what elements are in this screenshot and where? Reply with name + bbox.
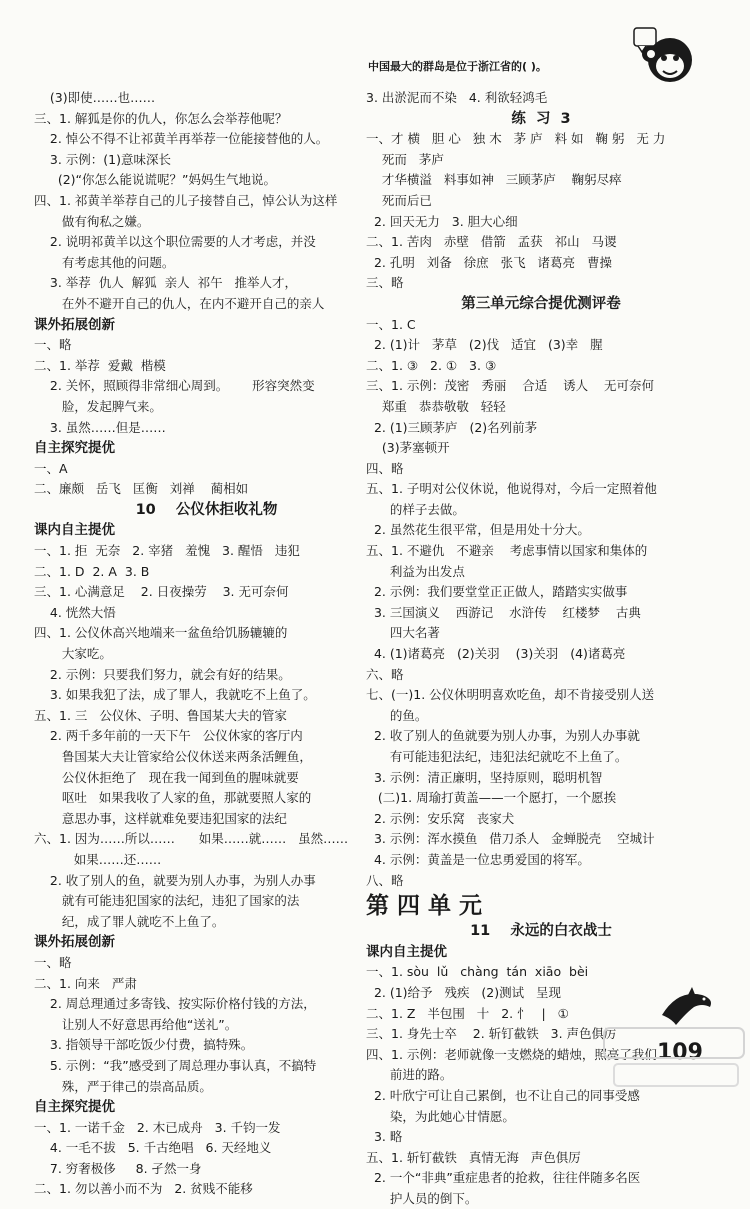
- answer-line: 让别人不好意思再给他“送礼”。: [34, 1016, 238, 1032]
- answer-line: 一、略: [34, 337, 72, 353]
- answer-line: 五、1. 不避仇 不避亲 考虑事情以国家和集体的: [366, 543, 648, 559]
- answer-line: 染，为此她心甘情愿。: [366, 1108, 515, 1124]
- answer-line: 3. 三国演义 西游记 水浒传 红楼梦 古典: [366, 604, 641, 620]
- answer-line: 三、1. 心满意足 2. 日夜操劳 3. 无可奈何: [34, 584, 289, 600]
- answer-line: 四大名著: [366, 625, 440, 641]
- answer-line: 2. 示例：只要我们努力，就会有好的结果。: [34, 666, 291, 682]
- section-heading: 课内自主提优: [366, 943, 447, 960]
- answer-line: 六、略: [366, 666, 404, 682]
- answer-line: 2. 叶欣宁可让自己累倒，也不让自己的同事受感: [366, 1087, 640, 1103]
- answer-line: (二)1. 周瑜打黄盖——一个愿打，一个愿挨: [366, 790, 617, 806]
- answer-line: 2. (1)给予 残疾 (2)测试 呈现: [366, 984, 562, 1000]
- answer-line: 2. 收了别人的鱼就要为别人办事，为别人办事就: [366, 728, 640, 744]
- lesson-title: 10 公仪休拒收礼物: [135, 501, 278, 518]
- answer-line: 2. 收了别人的鱼，就要为别人办事，为别人办事: [34, 872, 316, 888]
- answer-line: 的样子去做。: [366, 501, 465, 517]
- page-number: 109: [657, 1040, 703, 1065]
- answer-line: 2. 两千多年前的一天下午 公仪休家的客厅内: [34, 728, 303, 744]
- answer-line: 三、略: [366, 275, 404, 291]
- answer-line: 一、才 横 胆 心 独 木 茅 庐 料 如 鞠 躬 无 力: [366, 131, 666, 147]
- answer-line: 二、1. 勿以善小而不为 2. 贫贱不能移: [34, 1181, 253, 1197]
- answer-line: 四、1. 公仪休高兴地端来一盆鱼给饥肠辘辘的: [34, 625, 288, 641]
- answer-line: 死而后已: [366, 192, 432, 208]
- answer-line: 三、1. 解狐是你的仇人，你怎么会举荐他呢？: [34, 110, 288, 126]
- answer-line: 呕吐 如果我收了人家的鱼，那就要照人家的: [34, 790, 312, 806]
- answer-line: 2. 悼公不得不让祁黄羊再举荐一位能接替他的人。: [34, 131, 329, 147]
- answer-line: 意思办事，这样就难免要违犯国家的法纪: [34, 810, 287, 826]
- answer-line: 4. 一毛不拔 5. 千古绝唱 6. 天经地义: [34, 1140, 272, 1156]
- answer-line: 纪，成了罪人就吃不上鱼了。: [34, 913, 225, 929]
- monkey-mascot-icon: [630, 22, 700, 94]
- answer-line: 3. 如果我犯了法，成了罪人，我就吃不上鱼了。: [34, 687, 316, 703]
- answer-line: 脸，发起脾气来。: [34, 398, 162, 414]
- lesson-title: 练 习 3: [511, 110, 571, 127]
- answer-line: 3. 举荐 仇人 解狐 亲人 祁午 推举人才，: [34, 275, 298, 291]
- answer-line: 在外不避开自己的仇人，在内不避开自己的亲人: [34, 295, 325, 311]
- answer-line: 一、1. C: [366, 316, 416, 332]
- answer-line: 3. 示例：浑水摸鱼 借刀杀人 金蝉脱壳 空城计: [366, 831, 655, 847]
- answer-line: (3)茅塞顿开: [366, 440, 450, 456]
- answer-line: 四、1. 示例：老师就像一支燃烧的蜡烛，照亮了我们: [366, 1046, 657, 1062]
- answer-line: 殊，严于律己的崇高品质。: [34, 1078, 212, 1094]
- lesson-title: 11 永远的白衣战士: [470, 923, 612, 940]
- answer-line: 4. 示例：黄盖是一位忠勇爱国的将军。: [366, 851, 590, 867]
- answer-line: 2. 孔明 刘备 徐庶 张飞 诸葛亮 曹操: [366, 254, 612, 270]
- answer-line: 2. 虽然花生很平常，但是用处十分大。: [366, 522, 590, 538]
- answer-line: 五、1. 三 公仪休、子明、鲁国某大夫的管家: [34, 707, 287, 723]
- answer-line: 二、1. Z 半包围 十 2. 忄 | ①: [366, 1005, 569, 1021]
- answer-line: 二、廉颇 岳飞 匡衡 刘禅 蔺相如: [34, 481, 249, 497]
- watermark-logo-icon: [600, 1020, 748, 1092]
- answer-line: 3. 略: [366, 1129, 403, 1145]
- answer-line: 4. (1)诸葛亮 (2)关羽 (3)关羽 (4)诸葛亮: [366, 646, 626, 662]
- answer-line: (3)即使……也……: [34, 90, 156, 105]
- answer-line: 就有可能违犯国家的法纪，违犯了国家的法: [34, 893, 300, 909]
- answer-line: 有考虑其他的问题。: [34, 254, 175, 270]
- answer-line: 2. 周总理通过多寄钱、按实际价格付钱的方法，: [34, 996, 316, 1012]
- answer-line: 二、1. 举荐 爱戴 楷模: [34, 357, 166, 373]
- answer-line: 5. 示例：“我”感受到了周总理办事认真，不搞特: [34, 1057, 317, 1073]
- answer-line: 一、A: [34, 460, 68, 476]
- answer-line: 六、1. 因为……所以…… 如果……就…… 虽然……: [34, 831, 349, 847]
- answer-line: 有可能违犯法纪，违犯法纪就吃不上鱼了。: [366, 749, 628, 764]
- answer-line: 2. 回天无力 3. 胆大心细: [366, 213, 518, 229]
- answer-line: 二、1. 苦肉 赤壁 借箭 孟获 祁山 马谡: [366, 234, 617, 250]
- answer-line: 3. 虽然……但是……: [34, 419, 166, 435]
- answer-line: 三、1. 身先士卒 2. 斩钉截铁 3. 声色俱厉: [366, 1026, 617, 1042]
- answer-line: 二、1. 向来 严肃: [34, 975, 137, 991]
- left-answer-column: [34, 88, 379, 1200]
- answer-line: 二、1. ③ 2. ① 3. ③: [366, 357, 497, 373]
- answer-line: 4. 恍然大悟: [34, 604, 116, 620]
- section-heading: 课外拓展创新: [34, 934, 115, 951]
- answer-line: 八、略: [366, 872, 404, 888]
- answer-line: 2. (1)三顾茅庐 (2)名列前茅: [366, 419, 538, 435]
- section-heading: 课外拓展创新: [34, 316, 115, 333]
- section-heading: 自主探究提优: [34, 440, 115, 457]
- answer-line: 2. (1)计 茅草 (2)伐 适宜 (3)幸 腥: [366, 337, 603, 353]
- answer-line: 2. 说明祁黄羊以这个职位需要的人才考虑，并没: [34, 234, 316, 250]
- answer-line: 前进的路。: [366, 1067, 453, 1083]
- answer-line: 一、略: [34, 954, 72, 970]
- answer-line: 郑重 恭恭敬敬 轻轻: [366, 398, 506, 414]
- answer-line: 做有徇私之嫌。: [34, 213, 150, 229]
- answer-line: 2. 一个“非典”重症患者的抢救，往往伴随多名医: [366, 1170, 641, 1186]
- lesson-title: 第三单元综合提优测评卷: [461, 295, 621, 312]
- answer-line: 大家吃。: [34, 646, 112, 662]
- answer-line: 五、1. 子明对公仪休说，他说得对，今后一定照着他: [366, 481, 657, 497]
- answer-line: 一、1. sòu lǔ chàng tán xiāo bèi: [366, 964, 589, 980]
- answer-line: 四、略: [366, 460, 404, 476]
- section-heading: 课内自主提优: [34, 522, 115, 539]
- answer-line: 3. 出淤泥而不染 4. 利欲轻鸿毛: [366, 90, 548, 105]
- answer-line: (2)“你怎么能说谎呢？”妈妈生气地说。: [34, 172, 276, 188]
- answer-line: 利益为出发点: [366, 563, 465, 579]
- answer-line: 的鱼。: [366, 707, 428, 723]
- answer-line: 2. 关怀，照顾得非常细心周到。 形容突然变: [34, 378, 315, 394]
- section-heading: 自主探究提优: [34, 1099, 115, 1116]
- answer-line: 2. 示例：我们要堂堂正正做人，踏踏实实做事: [366, 584, 628, 600]
- answer-line: 公仪休拒绝了 现在我一闻到鱼的腥味就要: [34, 769, 299, 785]
- answer-line: 3. 示例：(1)意味深长: [34, 151, 171, 167]
- answer-line: 如果……还……: [34, 851, 162, 867]
- answer-line: 一、1. 一诺千金 2. 木已成舟 3. 千钧一发: [34, 1119, 281, 1135]
- answer-line: 才华横溢 料事如神 三顾茅庐 鞠躬尽瘁: [366, 172, 622, 188]
- answer-line: 7. 穷奢极侈 8. 孑然一身: [34, 1160, 202, 1176]
- answer-line: 死而 茅庐: [366, 151, 444, 167]
- header-banner: 中国最大的群岛是位于浙江省的( )。: [368, 60, 547, 73]
- answer-line: 3. 指领导干部吃饭少付费，搞特殊。: [34, 1037, 254, 1053]
- answer-line: 五、1. 斩钉截铁 真情无海 声色俱厉: [366, 1149, 581, 1165]
- answer-line: 三、1. 示例：茂密 秀丽 合适 诱人 无可奈何: [366, 378, 655, 394]
- answer-line: 护人员的倒下。: [366, 1190, 478, 1206]
- answer-line: 2. 示例：安乐窝 丧家犬: [366, 810, 515, 826]
- answer-line: 四、1. 祁黄羊举荐自己的儿子接替自己，悼公认为这样: [34, 192, 338, 208]
- answer-line: 3. 示例：清正廉明，坚持原则，聪明机智: [366, 769, 603, 785]
- answer-line: 一、1. 拒 无奈 2. 宰猪 羞愧 3. 醒悟 违犯: [34, 543, 300, 559]
- answer-line: 七、(一)1. 公仪休明明喜欢吃鱼，却不肯接受别人送: [366, 687, 655, 703]
- unit-heading: 第 四 单 元: [366, 893, 483, 920]
- answer-line: 鲁国某大夫让管家给公仪休送来两条活鲤鱼，: [34, 749, 312, 764]
- answer-line: 二、1. D 2. A 3. B: [34, 563, 150, 579]
